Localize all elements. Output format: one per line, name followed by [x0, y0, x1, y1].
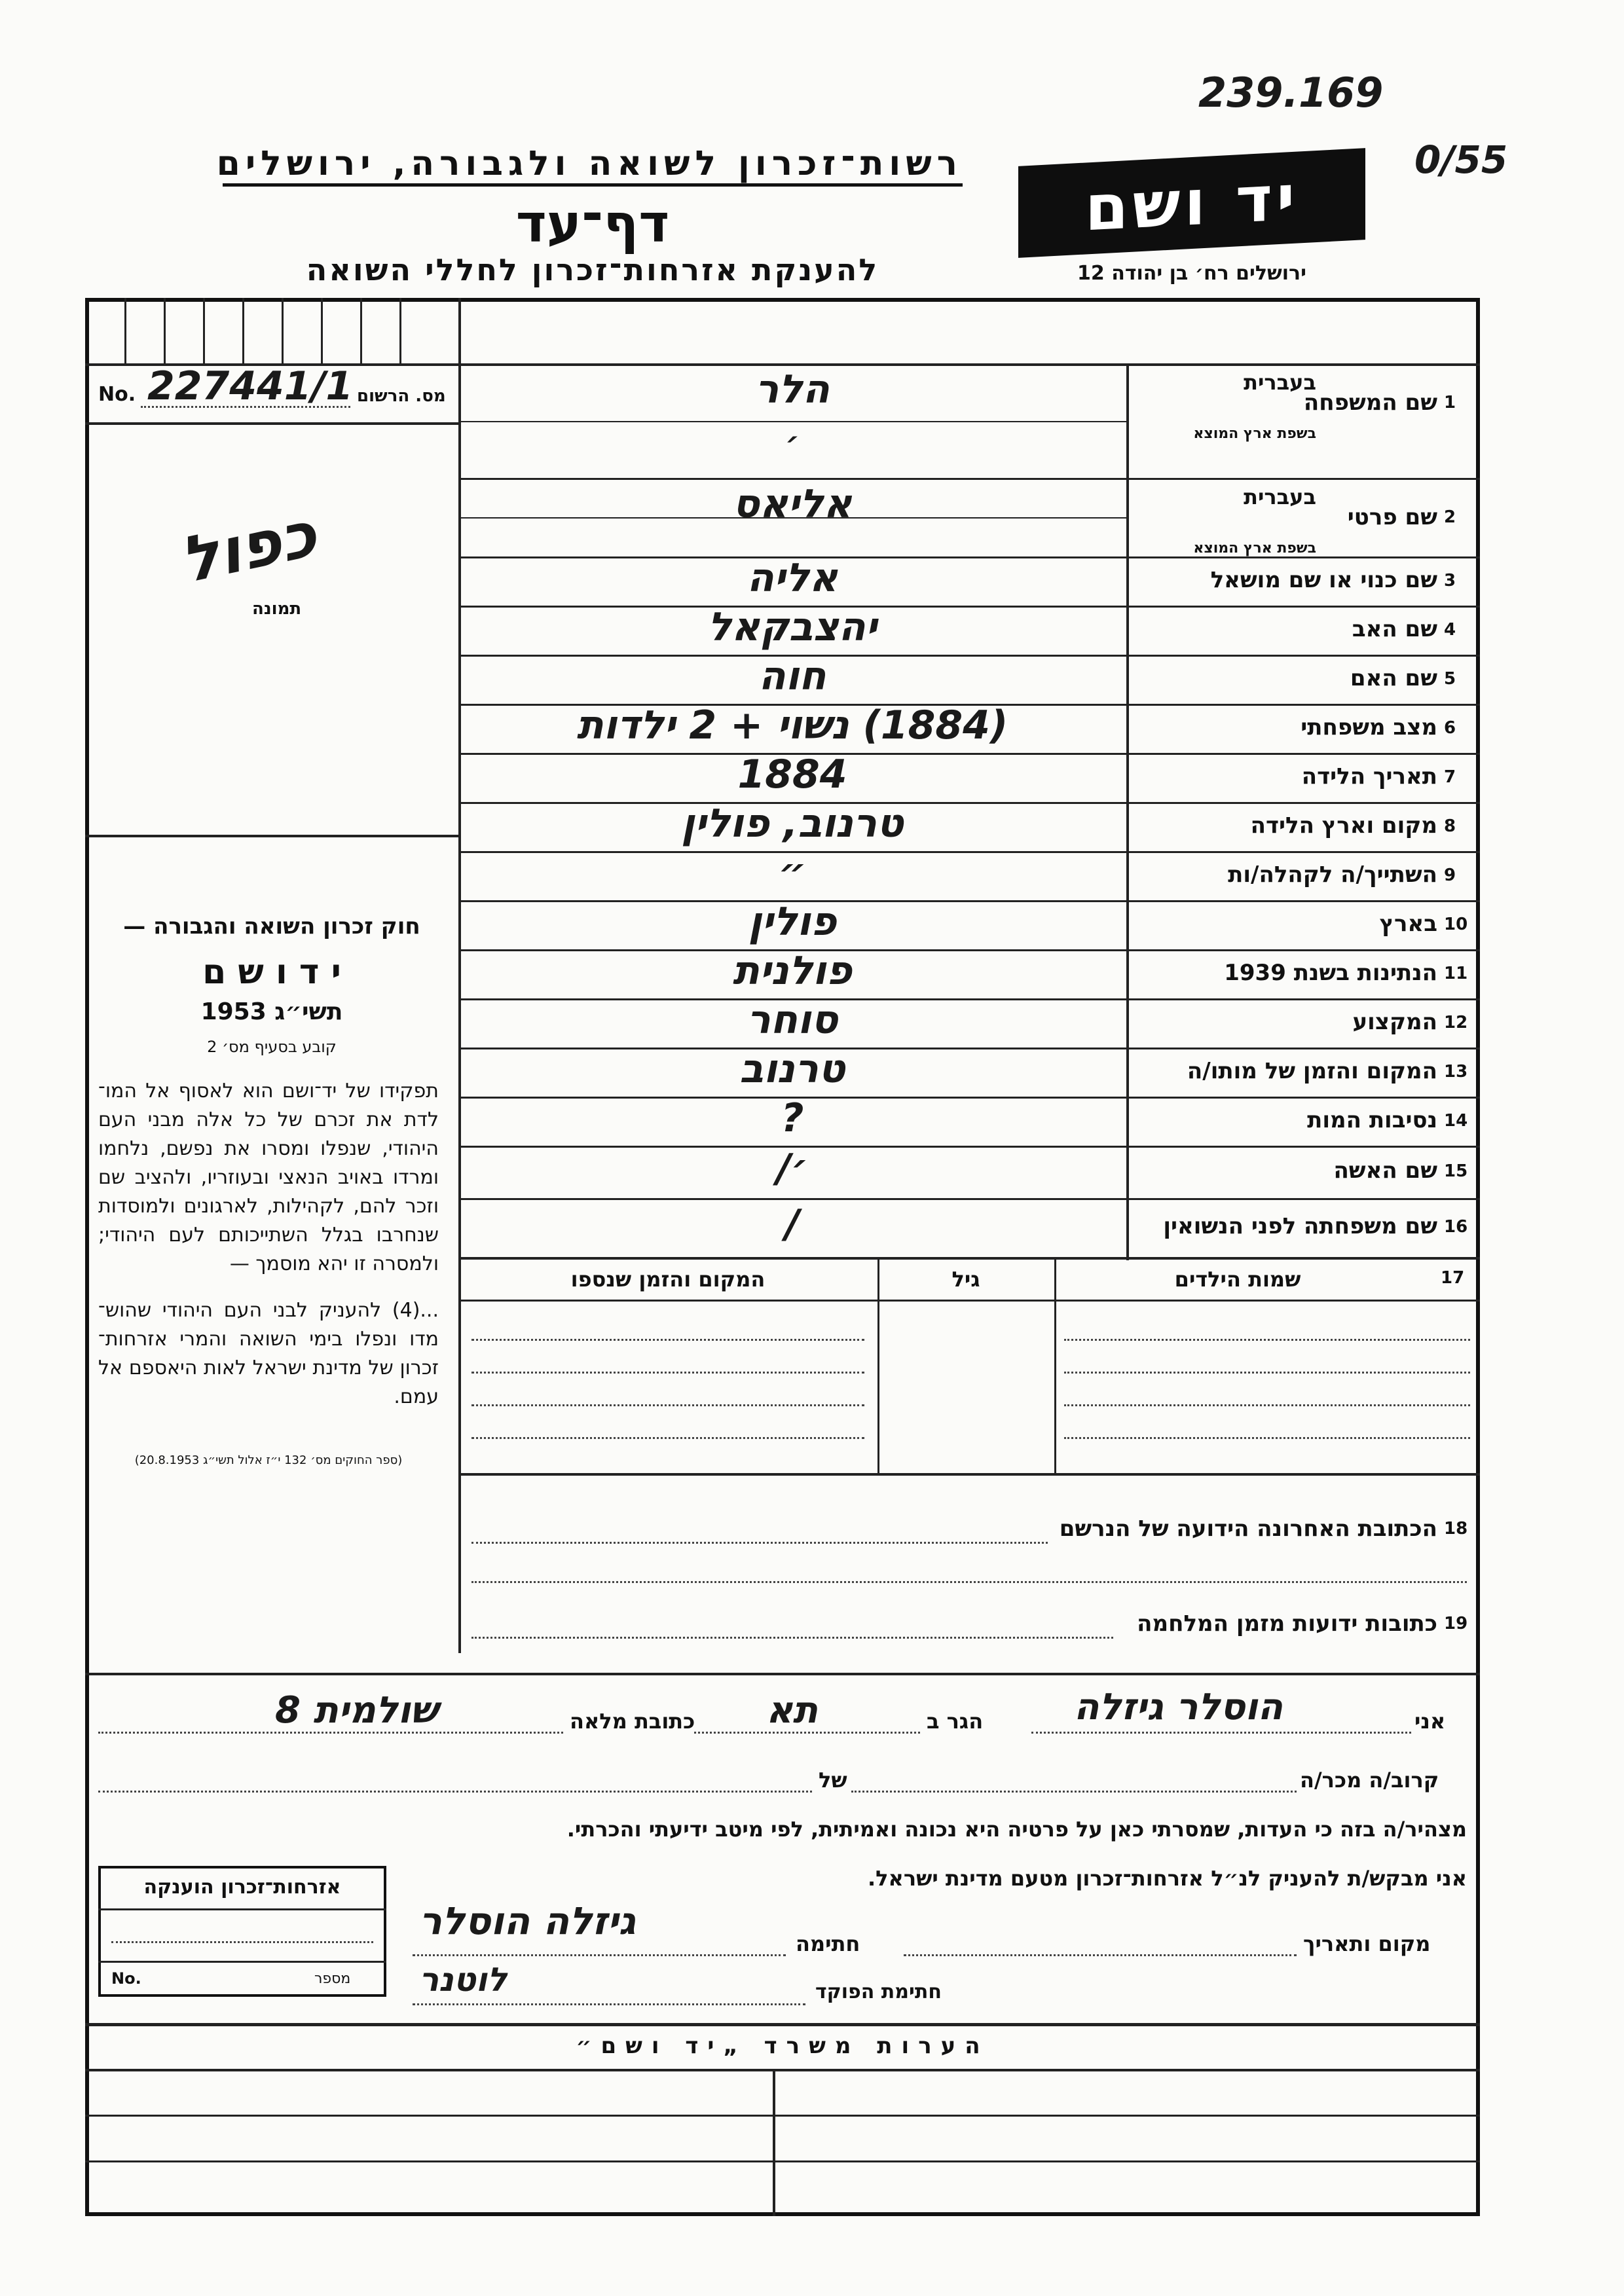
- reg-label-heb: מס. הרשום: [357, 386, 446, 406]
- field-8-label: מקום וארץ הלידה: [1250, 812, 1437, 839]
- field-18-label: הכתובת האחרונה הידועה של הנרשם: [1059, 1516, 1437, 1542]
- field-14-value: ?: [781, 1095, 804, 1141]
- field-9-label: השתייך/ה לקהלה/ות: [1228, 861, 1437, 888]
- law-clause: קובע בסעיף מס׳ 2: [207, 1038, 337, 1056]
- photo-stamp: כפול: [174, 497, 323, 598]
- field-16-value: /: [785, 1201, 800, 1247]
- law-name: י ד ו ש ם: [202, 953, 341, 992]
- field-13-value: טרנוב: [739, 1046, 845, 1092]
- field-15-value: ׳/: [776, 1146, 809, 1192]
- field-3-value: אליה: [747, 555, 838, 601]
- law-text-1: תפקידו של יד־ושם הוא לאסוף אל המו־ לדת את זכרם של כל אלה מבני העם היהודי, שנפלו ומסרו את נפשם, נלחמו ומרדו באויב הנאצי ובעוזריו, ולהציב שם וזכר להם, לקהילות, לארגונים ולמוסדות שנחרבו בגלל השתייכותם לעם היהודי; ולמסרה זו יהא מוסמך —: [98, 1080, 439, 1275]
- field-5-label: שם האם: [1350, 665, 1437, 691]
- field-8-value: טרנוב, פולין: [681, 800, 904, 847]
- children-col-names: שמות הילדים: [1174, 1267, 1301, 1292]
- law-source: (ספר החוקים מס׳ 132 י״ז אלול תשי״ג 20.8.1953): [134, 1453, 403, 1467]
- decl-full-address: כתובת מלאה: [570, 1709, 695, 1734]
- field-10-value: פולין: [748, 898, 837, 945]
- field-4-label: שם האב: [1352, 615, 1437, 642]
- field-2-sub-origin: בשפת ארץ המוצא: [1193, 540, 1316, 556]
- field-6-num: 6: [1444, 718, 1456, 738]
- field-2-num: 2: [1444, 507, 1456, 527]
- field-8-num: 8: [1444, 816, 1456, 836]
- corner-number: 239.169: [1198, 69, 1384, 117]
- yad-vashem-logo: יד ושם: [1018, 148, 1365, 258]
- field-19-num: 19: [1444, 1614, 1468, 1633]
- award-box-title: אזרחות־זכרון הוענקה: [143, 1876, 341, 1899]
- photo-label: תמונה: [252, 599, 302, 619]
- field-1-sub-hebrew: בעברית: [1244, 370, 1316, 395]
- form-subtitle: להענקת אזרחות־זכרון לחללי השואה: [306, 252, 879, 287]
- form-title: דף־עד: [515, 193, 670, 254]
- field-10-label: בארץ: [1379, 910, 1437, 937]
- law-title: חוק זכרון השואה והגבורה —: [123, 913, 420, 939]
- law-text-2: ...(4) להעניק לבני העם היהודי שהוש־ מדו ונפלו בימי השואה והמרי אזרחות־ זכרון של מדינת ישראל לאות היאספם אל עמם.: [98, 1299, 439, 1408]
- children-num: 17: [1441, 1268, 1465, 1288]
- office-notes-title: הערות משרד „יד ושם״: [576, 2033, 989, 2059]
- field-16-num: 16: [1444, 1217, 1468, 1237]
- field-15-label: שם האשה: [1333, 1157, 1437, 1184]
- field-3-label: שם כנוי או שם מושאל: [1210, 566, 1437, 593]
- decl-statement-2: אני מבקש/ת להעניק לנ״ל אזרחות־זכרון מטעם מדינת ישראל.: [868, 1866, 1467, 1891]
- field-7-label: תאריך הלידה: [1301, 763, 1437, 790]
- field-6-value: (1884) נשוי + 2 ילדות: [576, 702, 1008, 748]
- field-6-label: מצב משפחתי: [1301, 714, 1437, 740]
- decl-ani-value: הוסלר גיזלה: [1074, 1686, 1283, 1728]
- field-1-num: 1: [1444, 393, 1456, 412]
- field-13-label: המקום והזמן של מותו/ה: [1187, 1057, 1437, 1084]
- decl-place-date: מקום ותאריך: [1303, 1931, 1431, 1956]
- decl-of: של: [819, 1768, 847, 1793]
- decl-residing-value: תא: [766, 1689, 819, 1732]
- decl-signature-value: גיזלה הוסלר: [419, 1899, 636, 1943]
- field-2-label: שם פרטי: [1347, 504, 1437, 530]
- field-13-num: 13: [1444, 1061, 1468, 1082]
- field-15-num: 15: [1444, 1161, 1468, 1181]
- field-10-num: 10: [1444, 914, 1468, 934]
- decl-ani: אני: [1414, 1709, 1446, 1734]
- field-11-num: 11: [1444, 963, 1468, 983]
- field-19-label: כתובות ידועות מזמן המלחמה: [1137, 1611, 1437, 1637]
- field-7-num: 7: [1444, 767, 1456, 787]
- decl-officer: חתימת הפוקד: [815, 1980, 942, 2003]
- field-18-num: 18: [1444, 1519, 1468, 1539]
- decl-officer-value: לוטנר: [419, 1961, 507, 1999]
- award-box-num-label: מספר: [314, 1971, 351, 1987]
- field-1-value: הלר: [755, 367, 830, 412]
- decl-signature: חתימה: [796, 1931, 860, 1956]
- field-3-num: 3: [1444, 570, 1456, 591]
- award-box-no: No.: [111, 1969, 141, 1988]
- reg-no-value: 227441/1: [147, 363, 354, 409]
- field-14-num: 14: [1444, 1110, 1468, 1131]
- field-1-label: שם המשפחה: [1303, 390, 1437, 416]
- field-4-value: יהצבקאל: [707, 604, 877, 650]
- decl-residing: הגר ב: [927, 1709, 984, 1734]
- authority-title: רשות־זכרון לשואה ולגבורה, ירושלים: [223, 144, 963, 187]
- reg-no-label: No.: [98, 383, 136, 406]
- decl-address-value: שולמית 8: [275, 1689, 438, 1732]
- field-1-sub-origin: בשפת ארץ המוצא: [1193, 426, 1316, 442]
- field-5-num: 5: [1444, 668, 1456, 689]
- field-12-num: 12: [1444, 1012, 1468, 1032]
- field-11-value: פולנית: [732, 947, 853, 994]
- children-col-place: המקום והזמן שנספו: [570, 1267, 766, 1292]
- field-14-label: נסיבות המות: [1307, 1106, 1437, 1133]
- field-1-value-2: ׳: [784, 424, 800, 462]
- corner-code: 0/55: [1414, 137, 1508, 182]
- decl-statement-1: מצהיר/ה בזה כי העדות, שמסרתי כאן על פרטיה היא נכונה ואמיתית, לפי מיטב ידיעתי והכרתי.: [566, 1817, 1467, 1842]
- field-16-label: שם משפחתה לפני הנשואין: [1163, 1213, 1437, 1239]
- field-11-label: הנתינות בשנת 1939: [1224, 959, 1437, 986]
- field-12-label: המקצוע: [1352, 1008, 1437, 1035]
- decl-relative: קרוב/ה מכר/ה: [1300, 1768, 1439, 1793]
- field-7-value: 1884: [737, 751, 847, 797]
- field-9-num: 9: [1444, 865, 1456, 885]
- law-year: תשי״ג 1953: [200, 998, 343, 1025]
- field-2-value: אליאס: [732, 481, 853, 527]
- logo-address: ירושלים רח׳ בן יהודה 12: [1077, 262, 1306, 285]
- field-5-value: חוה: [758, 653, 826, 699]
- field-4-num: 4: [1444, 619, 1456, 640]
- children-col-age: גיל: [951, 1267, 980, 1292]
- field-2-sub-hebrew: בעברית: [1244, 484, 1316, 509]
- field-9-value: ״: [778, 849, 807, 896]
- field-12-value: סוחר: [747, 996, 838, 1043]
